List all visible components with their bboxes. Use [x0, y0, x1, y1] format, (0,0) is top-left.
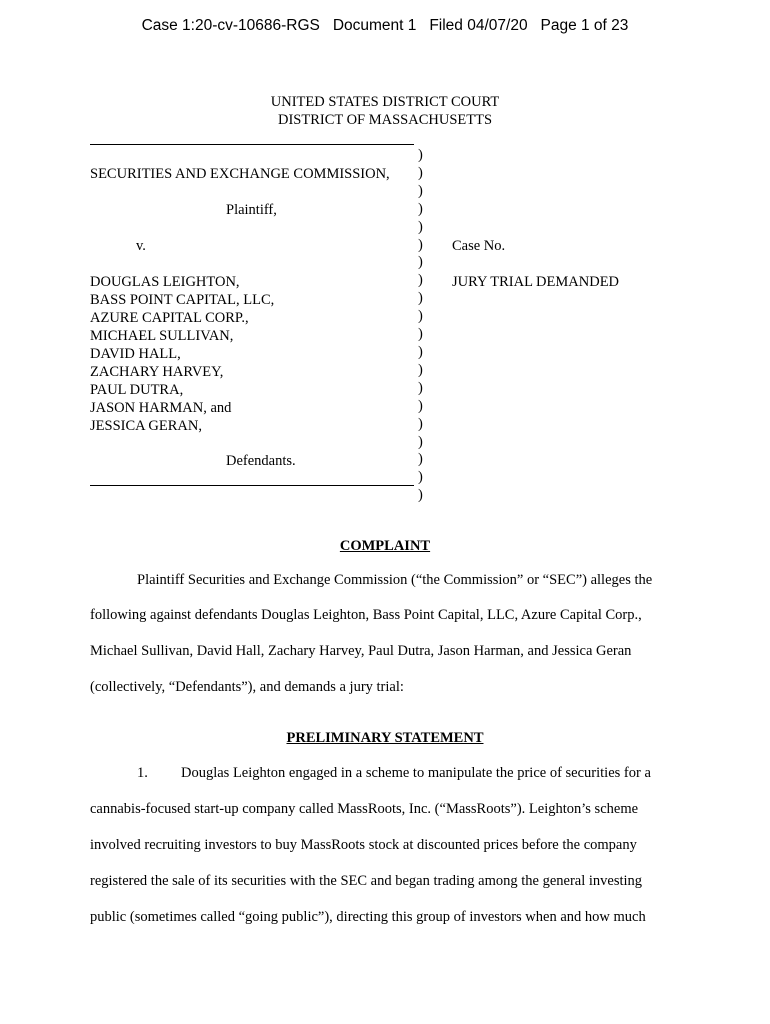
caption-paren: ): [418, 343, 423, 360]
plaintiff-name: SECURITIES AND EXCHANGE COMMISSION,: [90, 166, 390, 182]
defendant-name: PAUL DUTRA,: [90, 382, 184, 398]
preliminary-line: involved recruiting investors to buy MassRoots stock at discounted prices before the company: [90, 837, 637, 853]
page-number: Page 1 of 23: [540, 17, 629, 34]
paragraph-number: 1.: [137, 765, 148, 781]
caption-paren: ): [418, 487, 423, 504]
caption-paren: ): [418, 379, 423, 396]
defendant-name: JESSICA GERAN,: [90, 418, 202, 434]
caption-paren: ): [418, 200, 423, 217]
caption-paren: ): [418, 254, 423, 271]
caption-paren: ): [418, 272, 423, 289]
defendant-name: JASON HARMAN, and: [90, 400, 232, 416]
filed-date: Filed 04/07/20: [429, 17, 528, 34]
court-district: DISTRICT OF MASSACHUSETTS: [277, 112, 493, 128]
preliminary-line: public (sometimes called “going public”), directing this group of investors when and how much: [90, 909, 646, 925]
caption-paren: ): [418, 147, 423, 163]
defendant-list: [90, 273, 274, 435]
caption-paren: ): [418, 218, 423, 235]
preliminary-heading: PRELIMINARY STATEMENT: [286, 730, 484, 746]
caption-paren: ): [418, 326, 423, 343]
caption-paren: ): [418, 236, 423, 253]
preliminary-line: Douglas Leighton engaged in a scheme to manipulate the price of securities for a: [181, 765, 651, 781]
complaint-line: Michael Sullivan, David Hall, Zachary Harvey, Paul Dutra, Jason Harman, and Jessica Geran: [90, 643, 632, 659]
caption-paren: ): [418, 182, 423, 199]
caption-paren: ): [418, 361, 423, 378]
court-name: UNITED STATES DISTRICT COURT: [270, 94, 500, 110]
caption-paren: ): [418, 469, 423, 486]
filing-header: [0, 17, 770, 35]
defendant-name: AZURE CAPITAL CORP.,: [90, 310, 249, 326]
caption-paren: ): [418, 433, 423, 450]
caption-paren: ): [418, 290, 423, 307]
defendant-name: DAVID HALL,: [90, 346, 181, 362]
complaint-line: Plaintiff Securities and Exchange Commission (“the Commission” or “SEC”) alleges the: [137, 572, 653, 588]
case-no-label: Case No.: [452, 238, 506, 254]
caption-paren: ): [418, 415, 423, 432]
caption-paren: ): [418, 451, 423, 468]
plaintiff-label: Plaintiff,: [226, 202, 277, 218]
defendants-label: Defendants.: [226, 453, 296, 469]
complaint-line: (collectively, “Defendants”), and demands a jury trial:: [90, 679, 404, 695]
preliminary-line: registered the sale of its securities with the SEC and began trading among the general investing: [90, 873, 643, 889]
case-number: Case 1:20-cv-10686-RGS: [141, 17, 320, 34]
caption-parentheses: [418, 147, 423, 505]
complaint-line: following against defendants Douglas Leighton, Bass Point Capital, LLC, Azure Capital Corp.,: [90, 607, 642, 623]
defendant-name: ZACHARY HARVEY,: [90, 364, 224, 380]
defendant-name: DOUGLAS LEIGHTON,: [90, 274, 240, 290]
caption-paren: ): [418, 308, 423, 325]
preliminary-line: cannabis-focused start-up company called MassRoots, Inc. (“MassRoots”). Leighton’s scheme: [90, 801, 639, 817]
complaint-heading: COMPLAINT: [339, 538, 431, 554]
document-number: Document 1: [332, 17, 417, 34]
caption-paren: ): [418, 164, 423, 181]
caption-paren: ): [418, 397, 423, 414]
jury-demand: JURY TRIAL DEMANDED: [452, 274, 620, 290]
defendant-name: MICHAEL SULLIVAN,: [90, 328, 234, 344]
caption-bottom-rule: [90, 485, 414, 486]
caption-top-rule: [90, 144, 414, 145]
versus: v.: [136, 238, 146, 254]
defendant-name: BASS POINT CAPITAL, LLC,: [90, 292, 275, 308]
